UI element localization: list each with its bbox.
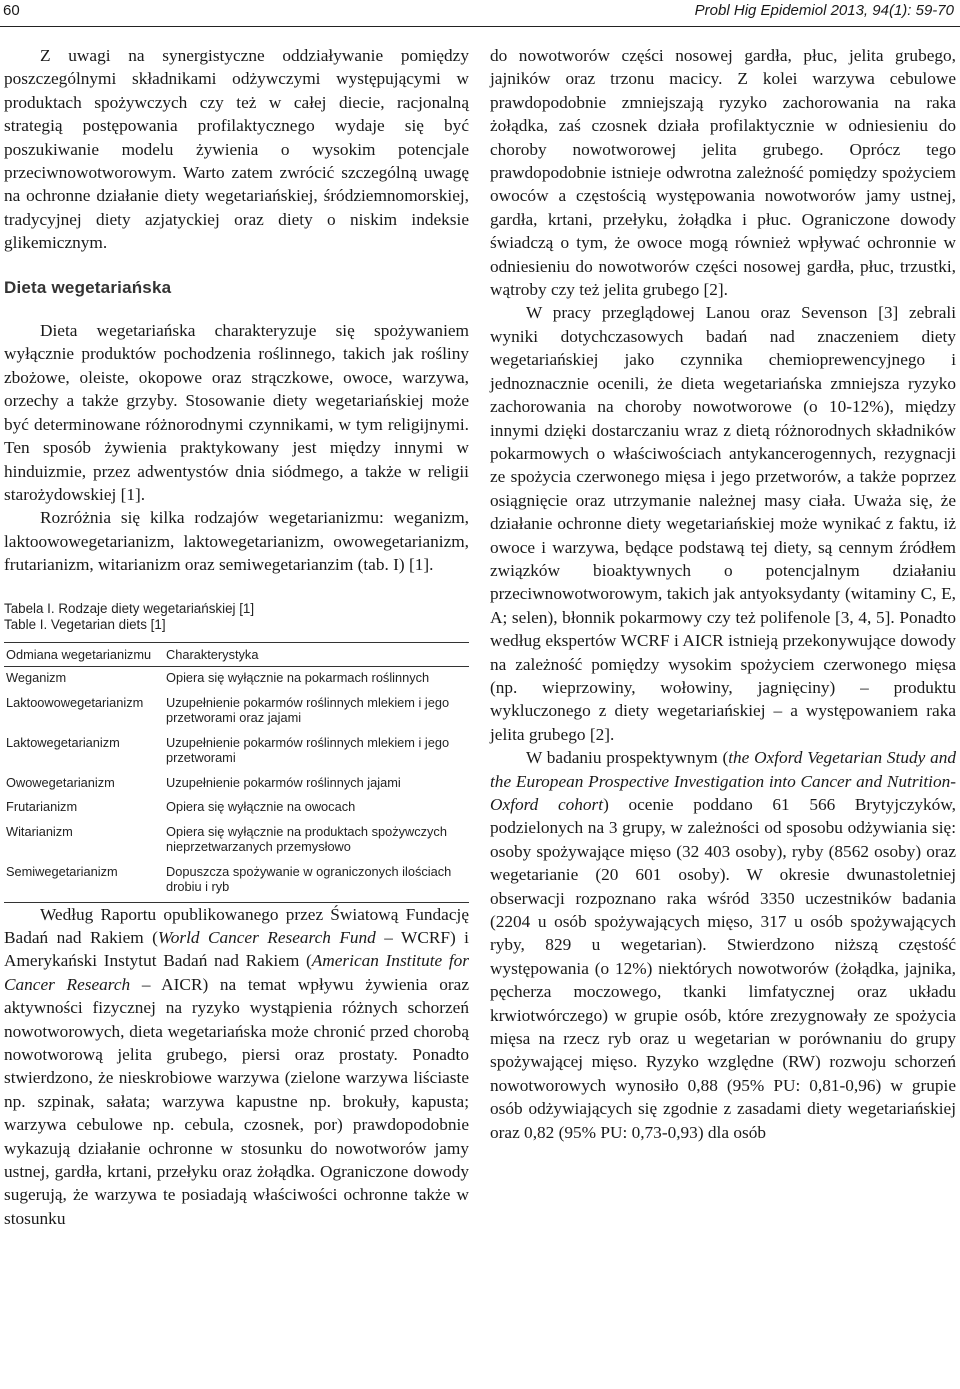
- table-row: [4, 667, 469, 692]
- table-row: [4, 821, 469, 861]
- table-cell-desc: Opiera się wyłącznie na owocach: [166, 799, 356, 815]
- right-column: [490, 44, 956, 1144]
- aicr-name-italic: American Institute for Cancer Research: [4, 951, 469, 994]
- table-cell-desc: Uzupełnienie pokarmów roślinnych mlekiem i jego przetworami oraz jajami: [166, 694, 450, 726]
- oxford-text-b: ) ocenie poddano 61 566 Brytyjczyków, podzielonych na 3 grupy, w zależności od sposobu odżywiania się: osoby spożywające mięso (32 403 osoby), ryby (8562 osoby) oraz wegetarianie (20 601 osoby). W okresie dwunastoletniej obserwacji rozpoznano raka wśród 3350 uczestników badania (2204 u osób spożywających mięso, 317 u osób spożywających ryby, 829 u wegetarian). Stwierdzono niższą częstość występowania (o 12%) niektórych nowotworów (żołądka, jajnika, pęcherza moczowego, tkanki limfatycznej oraz układu krwiotwórczego) w grupie osób, które zrezygnowały ze spożycia mięsa na rzecz ryb oraz u wegetarian w porównaniu do grupy spożywającej mięso. Ryzyko względne (RW) rozwoju schorzeń nowotworowych wynosiło 0,88 (95% PU: 0,81-0,96) w grupie osób odżywiających się zgodnie z zasadami diety wegetariańskiej oraz 0,82 (95% PU: 0,73-0,93) dla osób: [490, 795, 956, 1142]
- table-cell-type: Laktoowowegetarianizm: [6, 694, 144, 710]
- table-cell-desc: Opiera się wyłącznie na pokarmach roślinnych: [166, 670, 430, 686]
- wcrf-report-paragraph: [4, 903, 469, 1231]
- table-caption-en: Table I. Vegetarian diets [1]: [4, 616, 166, 632]
- intro-paragraph: Z uwagi na synergistyczne oddziaływanie pomiędzy poszczególnymi składnikami odżywczymi występującymi w produktach spożywczych czy też w całej diecie, racjonalną strategią postępowania profilaktycznego wydaje się być poszukiwanie modelu żywienia o wysokim potencjale przeciwnowotworowym. Warto zatem zwrócić szczególną uwagę na ochronne działanie diety wegetariańskiej, śródziemnomorskiej, tradycyjnej diety azjatyckiej oraz diety o niskim indeksie glikemicznym.: [4, 46, 469, 253]
- oxford-study-paragraph: [490, 746, 956, 1144]
- table-row: [4, 796, 469, 821]
- wcrf-name-italic: World Cancer Research Fund: [157, 927, 376, 947]
- table-cell-type: Witarianizm: [6, 823, 73, 839]
- table-row: [4, 732, 469, 772]
- wcrf-text-b: – WCRF) i Amerykański Instytut Badań nad Rakiem (: [4, 927, 469, 971]
- vegetarian-diet-paragraph: Dieta wegetariańska charakteryzuje się spożywaniem wyłącznie produktów pochodzenia roślinnego, takich jak rośliny zbożowe, oleiste, okopowe oraz strączkowe, owoce, warzywa, orzechy a także grzyby. Stosowanie diety wegetariańskiej może być determinowane różnorodnymi czynnikami, w tym religijnymi. Ten sposób żywienia praktykowany jest między innymi w hinduizmie, przez adwentystów dnia siódmego, a także w religii starożydowskiej [1].: [4, 321, 469, 504]
- table-cell-type: Weganizm: [6, 670, 67, 686]
- oxford-study-name-italic: the Oxford Vegetarian Study and the European Prospective Investigation into Cancer and Nutrition-Oxford cohort: [490, 748, 956, 814]
- page-number: 60: [3, 2, 20, 19]
- oxford-text-a: W badaniu prospektywnym (: [526, 748, 729, 768]
- vegetarian-types-paragraph: Rozróżnia się kilka rodzajów wegetarianizmu: weganizm, laktoowowegetarianizm, laktowegetarianizm, owowegetarianizm, frutarianizm, witarianizm oraz semiwegetarianzim (tab. I) [1].: [4, 508, 469, 575]
- table-header-type: Odmiana wegetarianizmu: [4, 642, 166, 667]
- left-column: [4, 44, 469, 1230]
- table-cell-type: Frutarianizm: [6, 799, 78, 815]
- section-heading: Dieta wegetariańska: [4, 277, 172, 297]
- table-row: [4, 692, 469, 732]
- table-header-row: [4, 642, 469, 667]
- journal-citation: Probl Hig Epidemiol 2013, 94(1): 59-70: [694, 2, 954, 19]
- table-cell-type: Owowegetarianizm: [6, 774, 115, 790]
- table-cell-desc: Dopuszcza spożywanie w ograniczonych ilościach drobiu i ryb: [166, 861, 469, 903]
- table-cell-type: Laktowegetarianizm: [6, 734, 120, 750]
- wcrf-text-a: Według Raportu opublikowanego przez Światową Fundację Badań nad Rakiem (: [4, 904, 469, 947]
- review-paragraph: W pracy przeglądowej Lanou oraz Sevenson [3] zebrali wyniki dotychczasowych badań nad znaczeniem diety wegetariańskiej jako czynnika chemioprewencyjnego i jednoznacznie ocenili, że dieta wegetariańska zmniejsza ryzyko zachorowania na choroby nowotworowe (o 10-12%), między innymi dzięki dostarczaniu wraz z dietą różnorodnych składników pokarmowych o właściwościach antykancerogennych, rezygnacji ze spożycia czerwonego mięsa i jego przetworów, a także poprzez osiągnięcie oraz utrzymanie należnej masy ciała. Uważa się, że działanie ochronne diety wegetariańskiej może wynikać z faktu, iż owoce i warzywa, będące podstawą tej diety, są cennym źródłem związków bioaktywnych o potencjalnym działaniu przeciwnowotworowym, takich jak antyoksydanty (witaminy C, E, A; selen), błonnik pokarmowy czy też polifenole [3, 4, 5]. Ponadto według ekspertów WCRF i AICR istnieją przekonywujące dowody na zależność pomiędzy wysokim spożyciem czerwonego mięsa (np. wieprzowiny, wołowiny, jagnięciny) – produktu wykluczonego z diety wegetariańskiej – a występowaniem raka jelita grubego [2].: [490, 303, 956, 744]
- table-cell-desc: Uzupełnienie pokarmów roślinnych jajami: [166, 774, 401, 790]
- table-cell-type: Semiwegetarianizm: [4, 861, 166, 903]
- page-header: [0, 0, 960, 27]
- wcrf-text-c: – AICR) na temat wpływu żywienia oraz aktywności fizycznej na ryzyko wystąpienia różnych schorzeń nowotworowych, dieta wegetariańska może chronić przed chorobą nowotworową jelita grubego, piersi oraz prostaty. Ponadto stwierdzono, że nieskrobiowe warzywa (zielone warzywa liściaste np. szpinak, sałata; warzywa kapustne np. brokuły, kapusta; warzywa cebulowe np. cebula, czosnek, por) prawdopodobnie wykazują działanie ochronne w stosunku do nowotworów jamy ustnej, gardła, krtani, przełyku oraz żołądka. Ograniczone dowody sugerują, że warzywa te posiadają właściwości ochronne także w stosunku: [4, 974, 469, 1228]
- table-caption: [4, 601, 469, 633]
- vegetarian-diets-table: [4, 642, 469, 903]
- table-cell-desc: Uzupełnienie pokarmów roślinnych mlekiem i jego przetworami: [166, 734, 450, 766]
- table-row: [4, 861, 469, 903]
- table-cell-desc: Opiera się wyłącznie na produktach spożywczych nieprzetwarzanych przemysłowo: [166, 823, 447, 855]
- table-caption-pl: Tabela I. Rodzaje diety wegetariańskiej [1]: [4, 600, 255, 616]
- table-row: [4, 772, 469, 797]
- continued-paragraph: do nowotworów części nosowej gardła, płuc, jelita grubego, jajników oraz trzonu macicy. Z kolei warzywa cebulowe prawdopodobnie zmniejszają ryzyko zachorowania na raka żołądka, zaś czosnek działa profilaktycznie w odniesieniu do choroby nowotworowej jelita grubego. Oprócz tego prawdopodobnie istnieje odwrotna zależność pomiędzy spożyciem owoców a częstością występowania nowotworów jamy ustnej, gardła, krtani, przełyku, żołądka i płuc. Ograniczone dowody świadczą o tym, że owoce mogą również wpływać ochronnie w odniesieniu do nowotworów części nosowej gardła, płuc, trzustki, wątroby czy też jelita grubego [2].: [490, 46, 956, 300]
- table-header-characteristics: Charakterystyka: [166, 642, 469, 667]
